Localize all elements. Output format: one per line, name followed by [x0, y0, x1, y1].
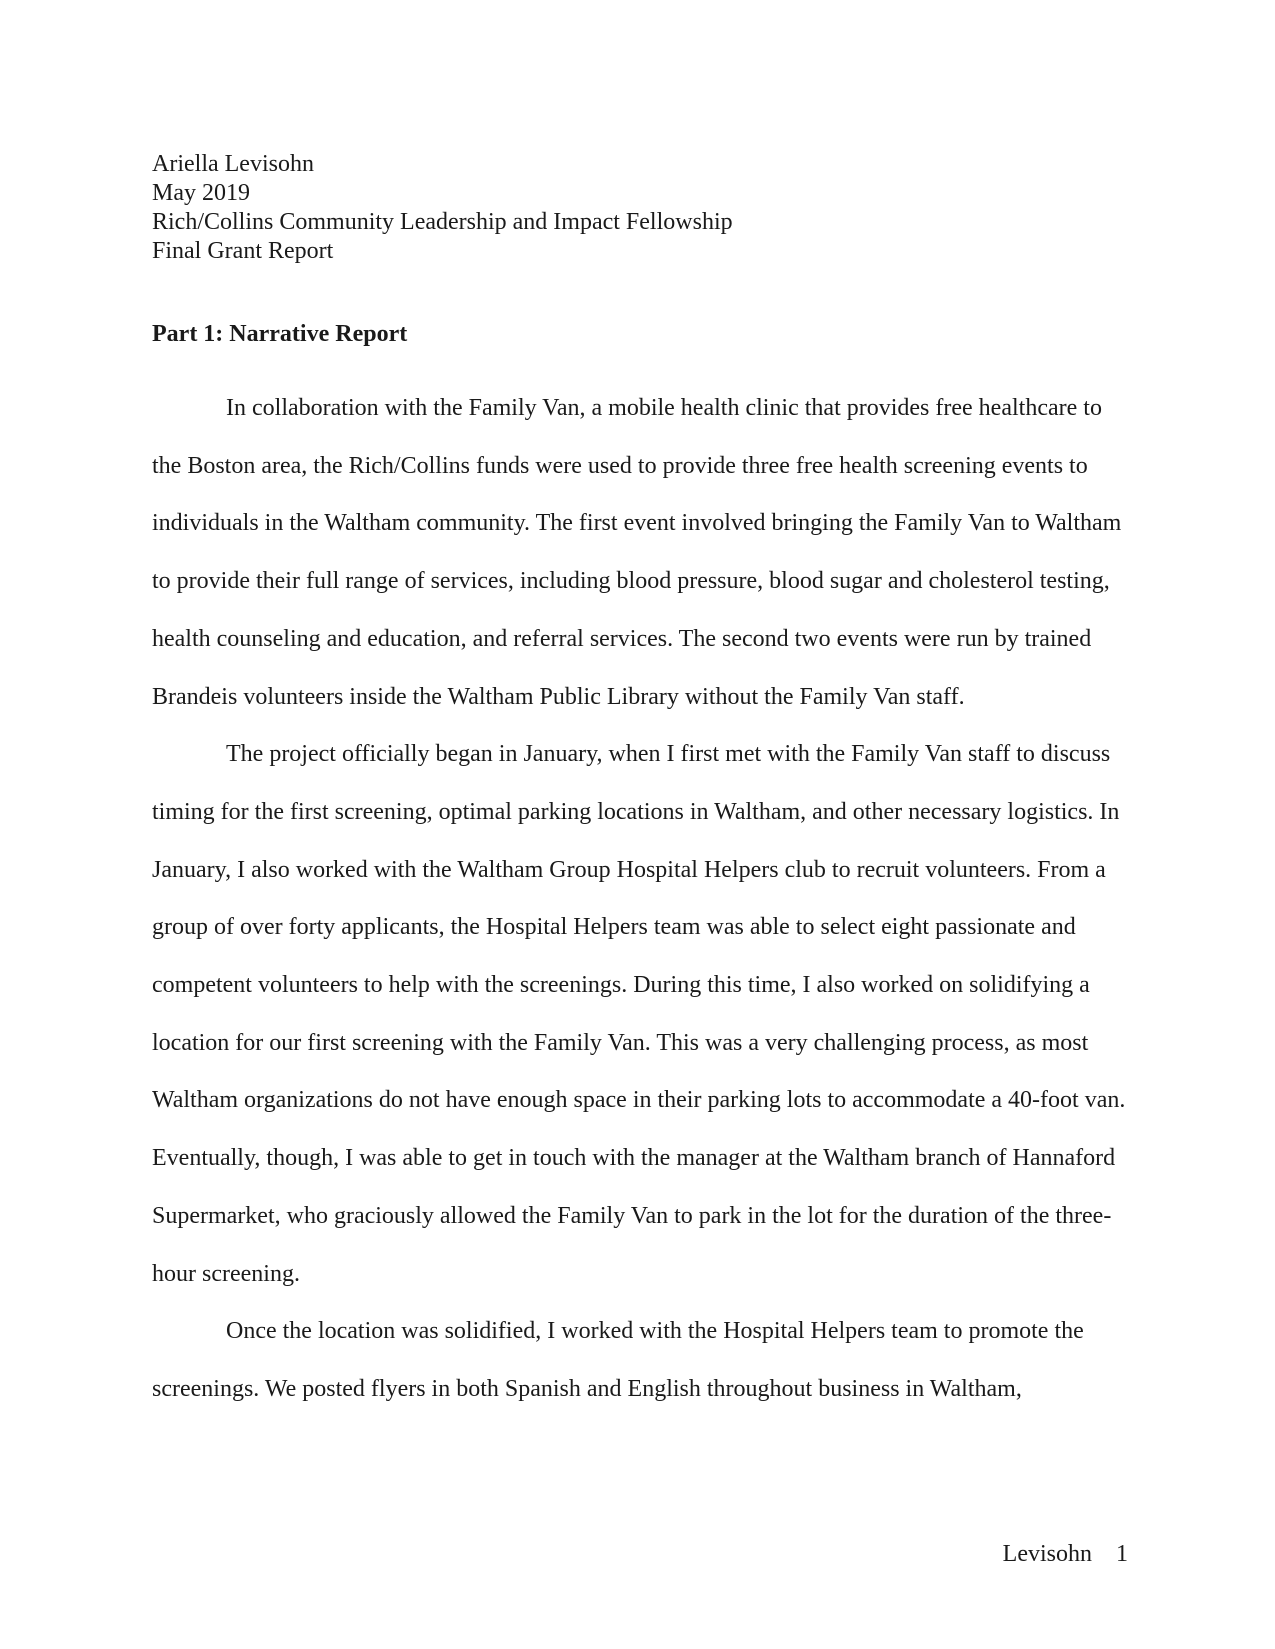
paragraph: Once the location was solidified, I worked with the Hospital Helpers team to promote the screenings. We posted flyers in both Spanish and English throughout business in Waltham,	[152, 1318, 1084, 1402]
page-number: 1	[1116, 1541, 1128, 1567]
author-name: Ariella Levisohn	[152, 151, 314, 177]
narrative-body	[152, 380, 1126, 1419]
page-footer	[1003, 1540, 1128, 1569]
document-header	[152, 150, 733, 266]
document-type: Final Grant Report	[152, 238, 334, 264]
report-date: May 2019	[152, 180, 250, 206]
paragraph: The project officially began in January, when I first met with the Family Van staff to discuss timing for the first screening, optimal parking locations in Waltham, and other necessary logistics. In January, I also worked with the Waltham Group Hospital Helpers club to recruit volunteers. From a group of over forty applicants, the Hospital Helpers team was able to select eight passionate and competent volunteers to help with the screenings. During this time, I also worked on solidifying a location for our first screening with the Family Van. This was a very challenging process, as most Waltham organizations do not have enough space in their parking lots to accommodate a 40-foot van. Eventually, though, I was able to get in touch with the manager at the Waltham branch of Hannaford Supermarket, who graciously allowed the Family Van to park in the lot for the duration of the three-hour screening.	[152, 741, 1126, 1287]
section-heading: Part 1: Narrative Report	[152, 321, 408, 347]
paragraph: In collaboration with the Family Van, a mobile health clinic that provides free healthcare to the Boston area, the Rich/Collins funds were used to provide three free health screening events to individuals in the Waltham community. The first event involved bringing the Family Van to Waltham to provide their full range of services, including blood pressure, blood sugar and cholesterol testing, health counseling and education, and referral services. The second two events were run by trained Brandeis volunteers inside the Waltham Public Library without the Family Van staff.	[152, 395, 1122, 710]
running-head: Levisohn	[1002, 1541, 1092, 1567]
program-name: Rich/Collins Community Leadership and Impact Fellowship	[152, 209, 733, 235]
